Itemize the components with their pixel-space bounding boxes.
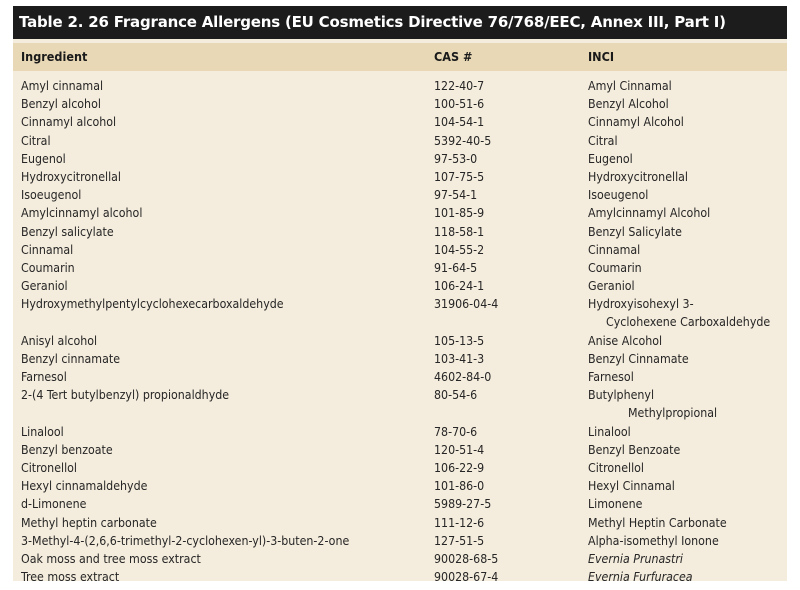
cell-ingredient: Benzyl alcohol xyxy=(21,97,101,112)
cell-cas: 107-75-5 xyxy=(434,169,485,184)
cell-inci: Geraniol xyxy=(588,279,635,294)
cell-ingredient: Eugenol xyxy=(21,151,66,166)
table-row xyxy=(13,295,787,331)
cell-cas: 97-53-0 xyxy=(434,151,478,166)
cell-cas: 97-54-1 xyxy=(434,188,478,203)
cell-ingredient: d-Limonene xyxy=(21,497,87,512)
cell-cas: 127-51-5 xyxy=(434,533,485,548)
cell-ingredient: Hydroxycitronellal xyxy=(21,169,122,184)
cell-cas: 4602-84-0 xyxy=(434,370,492,385)
cell-inci: Coumarin xyxy=(588,260,642,275)
cell-ingredient: Amylcinnamyl alcohol xyxy=(21,206,143,221)
cell-inci: Benzyl Benzoate xyxy=(588,442,681,457)
cell-inci: Methyl Heptin Carbonate xyxy=(588,515,727,530)
cell-cas: 90028-68-5 xyxy=(434,551,499,566)
table-row xyxy=(13,368,787,386)
cell-ingredient: Benzyl benzoate xyxy=(21,442,113,457)
cell-cas: 5392-40-5 xyxy=(434,133,492,148)
cell-ingredient: Geraniol xyxy=(21,279,68,294)
cell-cas: 103-41-3 xyxy=(434,351,485,366)
cell-ingredient: Citronellol xyxy=(21,460,77,475)
cell-ingredient: Coumarin xyxy=(21,260,75,275)
allergen-table xyxy=(13,6,787,585)
cell-ingredient: Tree moss extract xyxy=(21,570,120,585)
cell-cas: 106-24-1 xyxy=(434,279,485,294)
cell-cas: 104-55-2 xyxy=(434,242,485,257)
table-row xyxy=(13,186,787,204)
table-row xyxy=(13,550,787,568)
cell-inci: Cinnamyl Alcohol xyxy=(588,115,684,130)
cell-cas: 106-22-9 xyxy=(434,460,485,475)
cell-cas: 91-64-5 xyxy=(434,260,478,275)
cell-inci: Citronellol xyxy=(588,460,644,475)
table-body xyxy=(13,71,787,586)
cell-cas: 118-58-1 xyxy=(434,224,485,239)
table-row xyxy=(13,532,787,550)
cell-cas: 100-51-6 xyxy=(434,97,485,112)
cell-cas: 111-12-6 xyxy=(434,515,485,530)
table-row xyxy=(13,568,787,586)
cell-ingredient: Amyl cinnamal xyxy=(21,79,104,93)
table-row xyxy=(13,223,787,241)
cell-ingredient: Hydroxymethylpentylcyclohexecarboxaldehyde xyxy=(21,297,284,312)
cell-cas: 80-54-6 xyxy=(434,388,478,403)
cell-cas: 101-86-0 xyxy=(434,479,485,494)
cell-inci: Benzyl Cinnamate xyxy=(588,351,689,366)
cell-inci-continued: Methylpropional xyxy=(628,406,718,421)
cell-ingredient: Cinnamyl alcohol xyxy=(21,115,117,130)
cell-cas: 122-40-7 xyxy=(434,79,485,93)
table-row xyxy=(13,241,787,259)
cell-inci: Linalool xyxy=(588,424,631,439)
cell-inci: Farnesol xyxy=(588,370,634,385)
cell-cas: 120-51-4 xyxy=(434,442,485,457)
cell-ingredient: Methyl heptin carbonate xyxy=(21,515,157,530)
cell-inci: Hexyl Cinnamal xyxy=(588,479,675,494)
cell-cas: 104-54-1 xyxy=(434,115,485,130)
cell-inci-continued: Cyclohexene Carboxaldehyde xyxy=(606,315,771,330)
cell-ingredient: Farnesol xyxy=(21,370,67,385)
cell-ingredient: Anisyl alcohol xyxy=(21,333,98,348)
table-row xyxy=(13,277,787,295)
cell-ingredient: 2-(4 Tert butylbenzyl) propionaldhyde xyxy=(21,388,230,403)
cell-ingredient: Benzyl cinnamate xyxy=(21,351,121,366)
cell-cas: 90028-67-4 xyxy=(434,570,499,585)
table-row xyxy=(13,441,787,459)
cell-inci: Alpha-isomethyl Ionone xyxy=(588,533,719,548)
table-row xyxy=(13,113,787,131)
cell-cas: 31906-04-4 xyxy=(434,297,499,312)
table-row xyxy=(13,132,787,150)
cell-inci: Benzyl Salicylate xyxy=(588,224,682,239)
header-ingredient: Ingredient xyxy=(21,49,88,64)
cell-inci: Anise Alcohol xyxy=(588,333,663,348)
cell-inci: Evernia Prunastri xyxy=(588,551,684,566)
cell-inci: Benzyl Alcohol xyxy=(588,97,669,112)
table-row xyxy=(13,350,787,368)
table-header-row xyxy=(13,43,787,71)
table-row xyxy=(13,477,787,495)
cell-ingredient: Isoeugenol xyxy=(21,188,82,203)
cell-ingredient: Benzyl salicylate xyxy=(21,224,114,239)
cell-inci: Amylcinnamyl Alcohol xyxy=(588,206,711,221)
table-row xyxy=(13,77,787,95)
cell-inci: Limonene xyxy=(588,497,643,512)
table-row xyxy=(13,514,787,532)
table-row xyxy=(13,386,787,422)
cell-ingredient: Linalool xyxy=(21,424,64,439)
table-title: Table 2. 26 Fragrance Allergens (EU Cosmetics Directive 76/768/EEC, Annex III, Part I) xyxy=(13,6,787,39)
table-row xyxy=(13,204,787,222)
table-row xyxy=(13,332,787,350)
cell-inci: Citral xyxy=(588,133,618,148)
table-row xyxy=(13,495,787,513)
table-row xyxy=(13,423,787,441)
header-cas: CAS # xyxy=(434,49,473,64)
table-row xyxy=(13,259,787,277)
table-row xyxy=(13,168,787,186)
cell-cas: 5989-27-5 xyxy=(434,497,492,512)
cell-cas: 78-70-6 xyxy=(434,424,478,439)
cell-cas: 105-13-5 xyxy=(434,333,485,348)
cell-inci: Hydroxyisohexyl 3- xyxy=(588,297,694,312)
cell-inci: Butylphenyl xyxy=(588,388,655,403)
cell-inci: Eugenol xyxy=(588,151,633,166)
cell-cas: 101-85-9 xyxy=(434,206,485,221)
cell-ingredient: Oak moss and tree moss extract xyxy=(21,551,201,566)
table-row xyxy=(13,459,787,477)
cell-inci: Amyl Cinnamal xyxy=(588,79,672,93)
cell-inci: Cinnamal xyxy=(588,242,641,257)
cell-inci: Isoeugenol xyxy=(588,188,649,203)
cell-inci: Hydroxycitronellal xyxy=(588,169,689,184)
table-row xyxy=(13,95,787,113)
cell-ingredient: 3-Methyl-4-(2,6,6-trimethyl-2-cyclohexen-yl)-3-buten-2-one xyxy=(21,533,350,548)
table-row xyxy=(13,150,787,168)
cell-inci: Evernia Furfuracea xyxy=(588,570,693,585)
cell-ingredient: Citral xyxy=(21,133,51,148)
header-inci: INCI xyxy=(588,49,615,64)
cell-ingredient: Cinnamal xyxy=(21,242,74,257)
cell-ingredient: Hexyl cinnamaldehyde xyxy=(21,479,148,494)
